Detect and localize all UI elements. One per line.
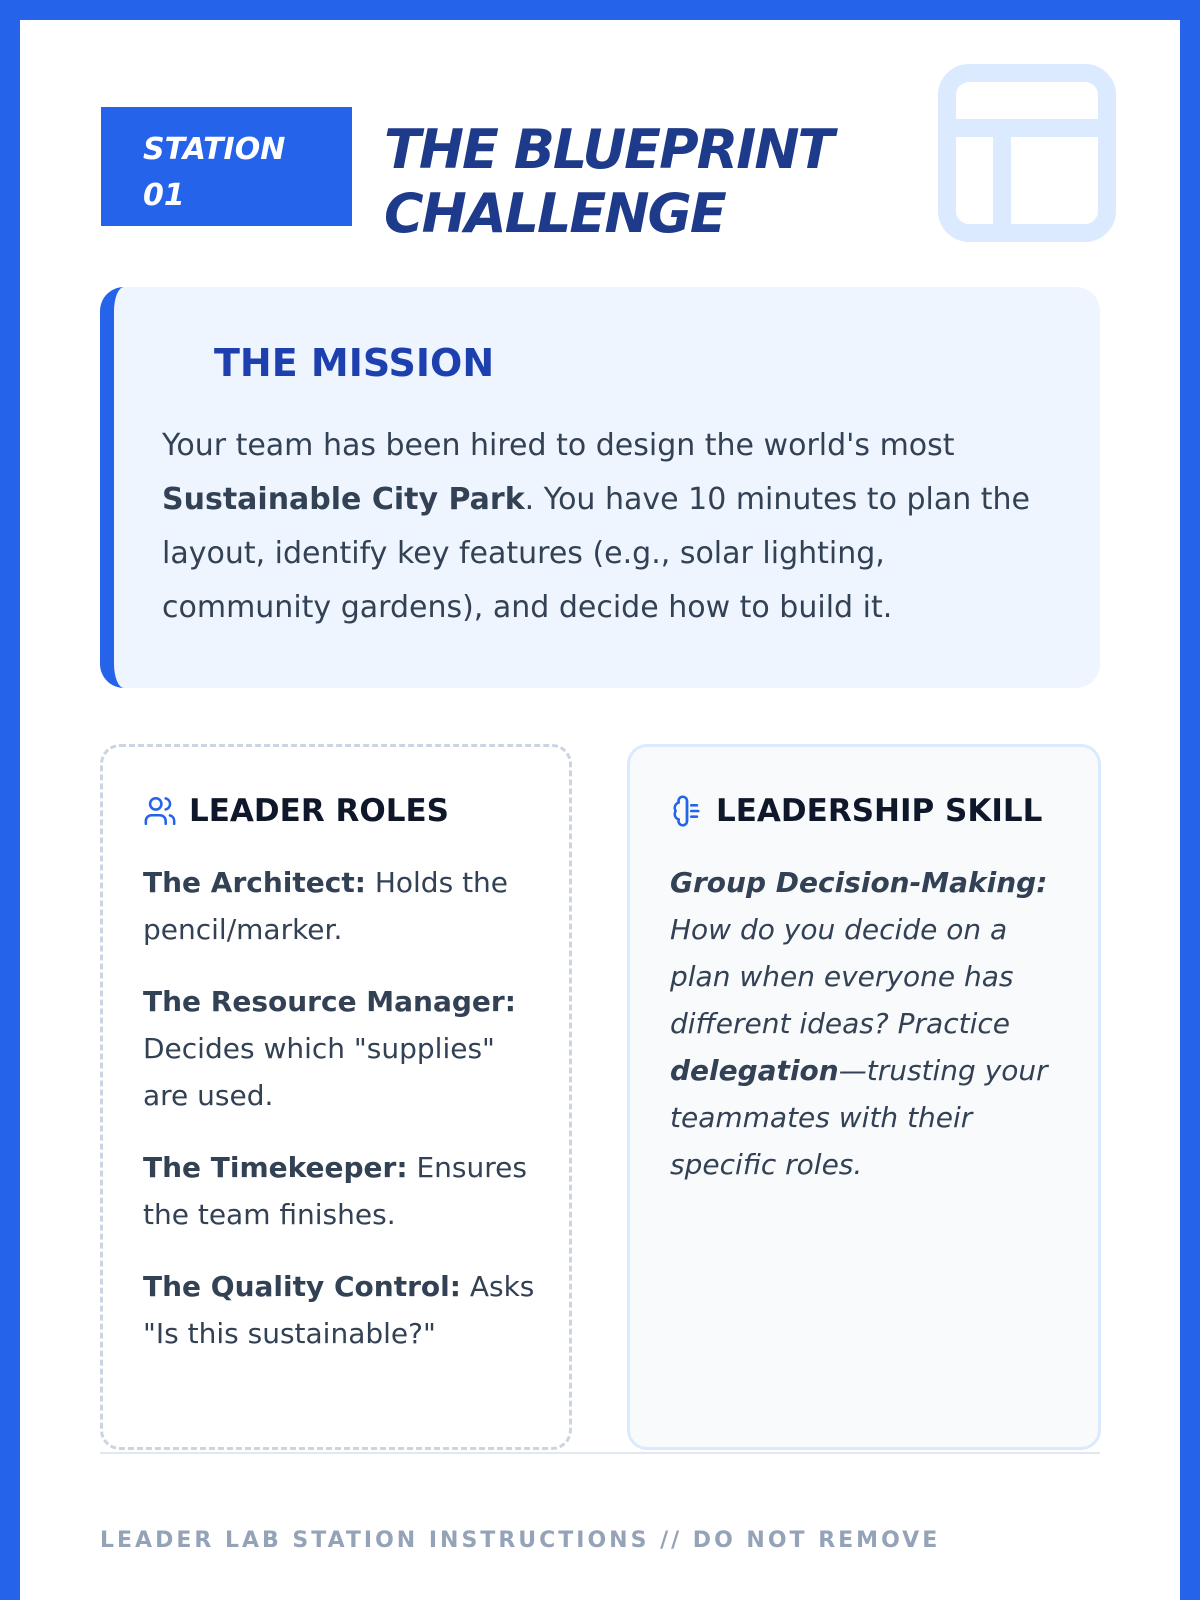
role-description: Asks "Is this sustainable?" — [143, 1270, 535, 1350]
leadership-skill-heading — [670, 793, 1042, 829]
role-description: Decides which "supplies" are used. — [143, 1032, 495, 1112]
mission-panel — [100, 287, 1100, 688]
footer-note: LEADER LAB STATION INSTRUCTIONS // DO NOT REMOVE — [100, 1528, 941, 1553]
leader-roles-heading — [143, 793, 449, 829]
leader-roles-panel — [100, 744, 572, 1450]
title-line-2: CHALLENGE — [384, 182, 725, 245]
station-badge — [101, 107, 352, 226]
role-name: The Architect: — [143, 866, 366, 899]
mission-title: THE MISSION — [214, 341, 495, 385]
station-number: 01 — [143, 178, 185, 213]
role-item — [143, 859, 543, 953]
skill-keyword: delegation — [670, 1054, 839, 1087]
skill-text-2: —trusting your teammates with their specific roles. — [670, 1054, 1048, 1181]
role-description: Holds the pencil/marker. — [143, 866, 509, 946]
roles-list — [143, 859, 543, 1382]
role-name: The Resource Manager: — [143, 985, 516, 1018]
role-item — [143, 1144, 543, 1238]
role-item — [143, 1263, 543, 1357]
station-label: STATION — [143, 132, 286, 167]
role-description: Ensures the team finishes. — [143, 1151, 527, 1231]
skill-lead: Group Decision-Making: — [670, 866, 1048, 899]
station-card — [20, 20, 1180, 1600]
footer-divider — [100, 1452, 1100, 1454]
mission-highlight: Sustainable City Park — [162, 482, 525, 517]
page-title — [384, 118, 832, 246]
leader-roles-title: LEADER ROLES — [189, 793, 449, 829]
leadership-skill-panel — [627, 744, 1101, 1450]
title-line-1: THE BLUEPRINT — [384, 118, 833, 181]
skill-description — [670, 859, 1070, 1188]
layout-icon — [938, 64, 1116, 242]
mission-text-intro: Your team has been hired to design the world's most — [162, 428, 955, 463]
role-name: The Timekeeper: — [143, 1151, 408, 1184]
mission-text-rest: . You have 10 minutes to plan the layout, identify key features (e.g., solar lighting, community gardens), and decide how to build it. — [162, 482, 1030, 625]
users-icon — [143, 794, 177, 828]
brain-icon — [670, 794, 704, 828]
role-name: The Quality Control: — [143, 1270, 461, 1303]
role-item — [143, 978, 543, 1119]
leadership-skill-title: LEADERSHIP SKILL — [716, 793, 1043, 829]
skill-text-1: How do you decide on a plan when everyone has different ideas? Practice — [670, 913, 1014, 1040]
mission-text — [162, 419, 1042, 635]
